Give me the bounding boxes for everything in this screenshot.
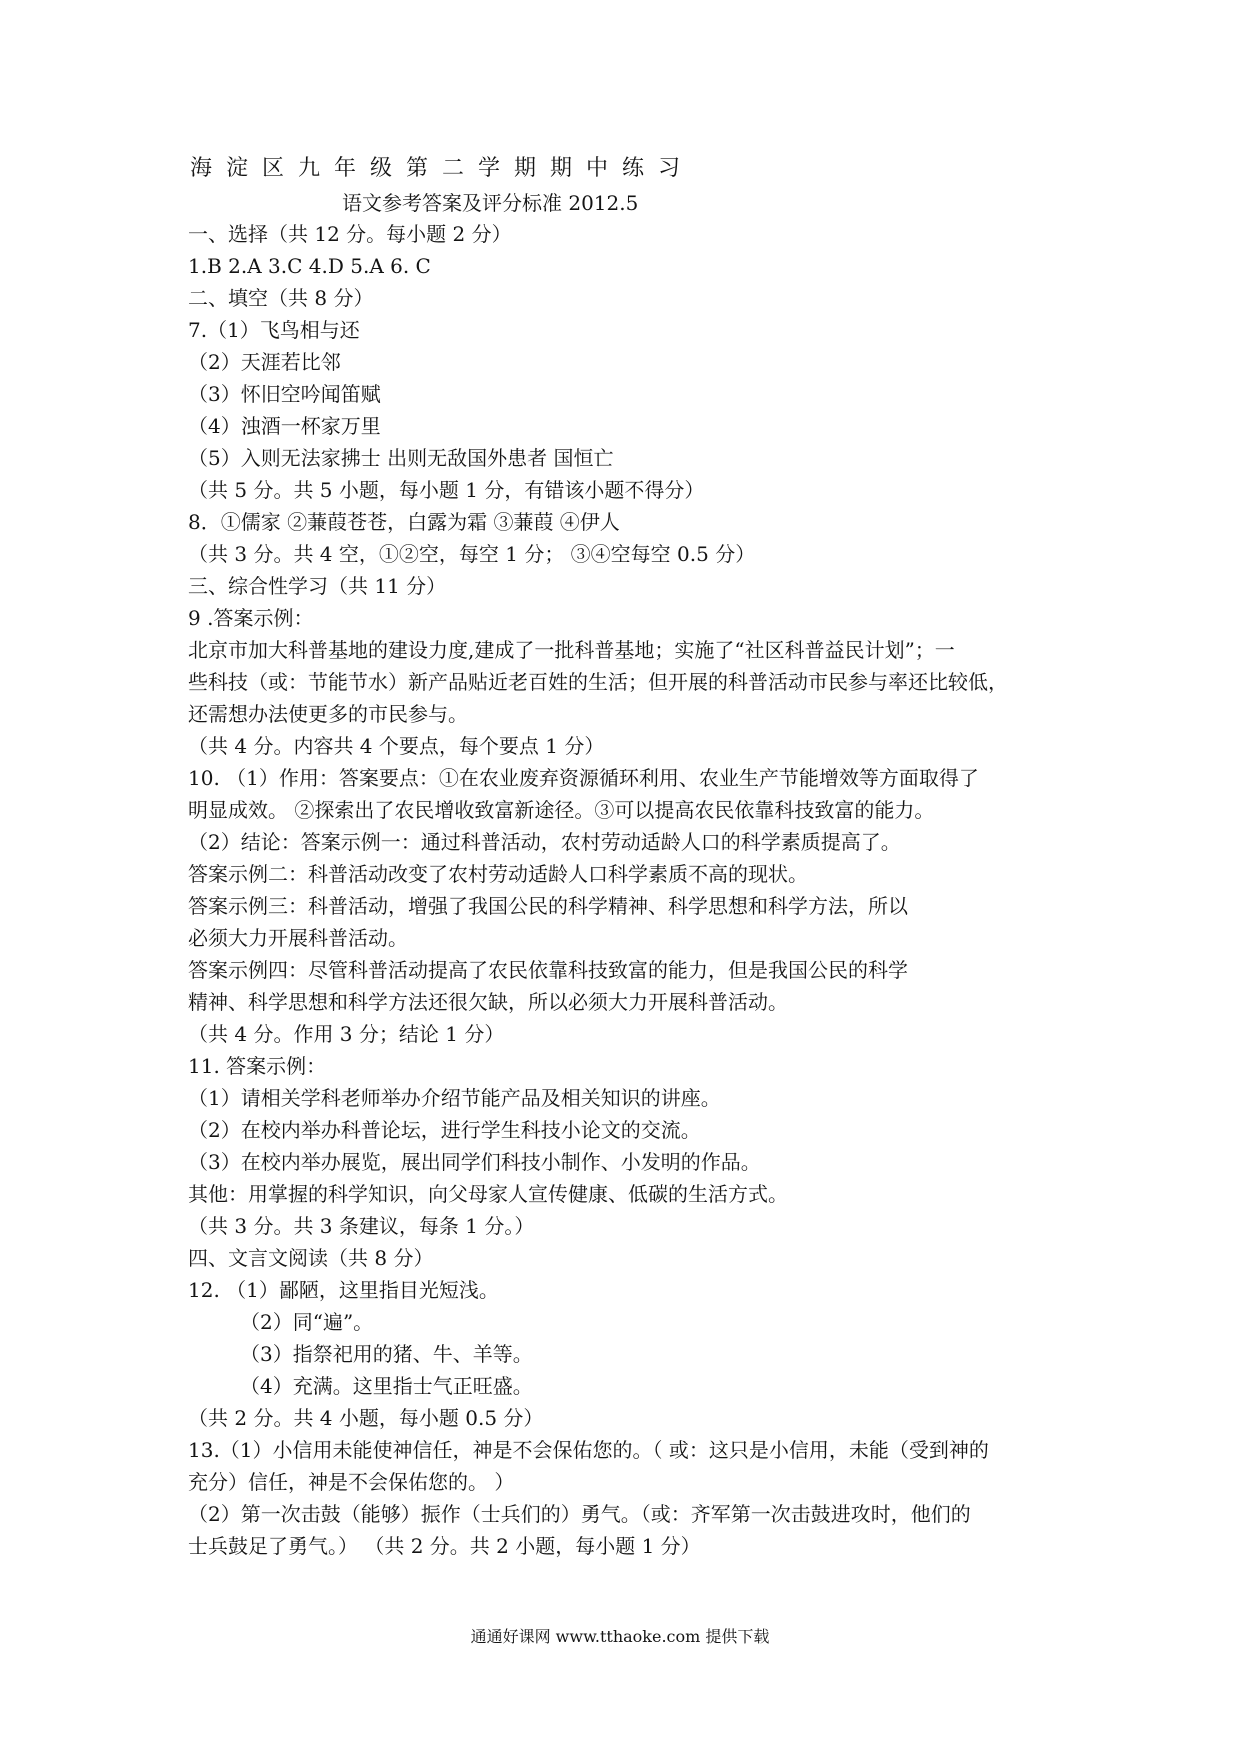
text-line: （4）浊酒一杯家万里 <box>188 414 381 438</box>
text-line: （1）请相关学科老师举办介绍节能产品及相关知识的讲座。 <box>188 1086 721 1110</box>
section-heading: 二、填空（共 8 分） <box>188 286 374 310</box>
text-line: 7.（1）飞鸟相与还 <box>188 318 360 342</box>
section-heading: 三、综合性学习（共 11 分） <box>188 574 447 598</box>
text-line: 其他：用掌握的科学知识，向父母家人宣传健康、低碳的生活方式。 <box>188 1182 788 1206</box>
scoring-note: （共 3 分。共 3 条建议，每条 1 分。） <box>188 1214 535 1238</box>
text-line: 必须大力开展科普活动。 <box>188 926 408 950</box>
page-title: 海淀区九年级第二学期期中练习 <box>190 156 695 181</box>
text-line: 13.（1）小信用未能使神信任，神是不会保佑您的。（ 或：这只是小信用，未能（受到神的 <box>188 1438 989 1462</box>
text-line: 些科技（或：节能节水）新产品贴近老百姓的生活；但开展的科普活动市民参与率还比较低， <box>188 670 1008 694</box>
scoring-note: （共 4 分。作用 3 分；结论 1 分） <box>188 1022 505 1046</box>
text-line: 明显成效。 ②探索出了农民增收致富新途径。③可以提高农民依靠科技致富的能力。 <box>188 798 935 822</box>
page-footer: 通通好课网 www.tthaoke.com 提供下载 <box>470 1627 770 1646</box>
section-heading: 一、选择（共 12 分。每小题 2 分） <box>188 222 512 246</box>
text-line: 充分）信任，神是不会保佑您的。 ） <box>188 1470 515 1494</box>
page-subtitle: 语文参考答案及评分标准 2012.5 <box>342 191 639 215</box>
text-line: 还需想办法使更多的市民参与。 <box>188 702 468 726</box>
scoring-note: （共 3 分。共 4 空，①②空，每空 1 分； ③④空每空 0.5 分） <box>188 542 756 566</box>
text-line: 答案示例四：尽管科普活动提高了农民依靠科技致富的能力，但是我国公民的科学 <box>188 958 908 982</box>
scoring-note: （共 2 分。共 4 小题，每小题 0.5 分） <box>188 1406 544 1430</box>
scoring-note: （共 5 分。共 5 小题，每小题 1 分，有错该小题不得分） <box>188 478 705 502</box>
scoring-note: （共 4 分。内容共 4 个要点，每个要点 1 分） <box>188 734 605 758</box>
text-line: （3）在校内举办展览，展出同学们科技小制作、小发明的作品。 <box>188 1150 761 1174</box>
text-line: （2）同“遍”。 <box>240 1310 374 1334</box>
text-line: 士兵鼓足了勇气。） （共 2 分。共 2 小题，每小题 1 分） <box>188 1534 701 1558</box>
text-line: （4）充满。这里指士气正旺盛。 <box>240 1374 533 1398</box>
text-line: 12. （1）鄙陋，这里指目光短浅。 <box>188 1278 499 1302</box>
answer-body <box>188 218 1060 1562</box>
text-line: 1.B 2.A 3.C 4.D 5.A 6. C <box>188 254 431 278</box>
text-line: （2）在校内举办科普论坛，进行学生科技小论文的交流。 <box>188 1118 701 1142</box>
text-line: 北京市加大科普基地的建设力度,建成了一批科普基地；实施了“社区科普益民计划”；一 <box>188 638 955 662</box>
text-line: 答案示例三：科普活动，增强了我国公民的科学精神、科学思想和科学方法，所以 <box>188 894 908 918</box>
text-line: 11. 答案示例： <box>188 1054 327 1078</box>
text-line: （2）天涯若比邻 <box>188 350 341 374</box>
text-line: （3）指祭祀用的猪、牛、羊等。 <box>240 1342 533 1366</box>
text-line: （2）第一次击鼓（能够）振作（士兵们的）勇气。（或：齐军第一次击鼓进攻时，他们的 <box>188 1502 971 1526</box>
text-line: 10. （1）作用：答案要点：①在农业废弃资源循环利用、农业生产节能增效等方面取得了 <box>188 766 979 790</box>
section-heading: 四、文言文阅读（共 8 分） <box>188 1246 434 1270</box>
text-line: 答案示例二：科普活动改变了农村劳动适龄人口科学素质不高的现状。 <box>188 862 808 886</box>
text-line: （2）结论：答案示例一：通过科普活动，农村劳动适龄人口的科学素质提高了。 <box>188 830 901 854</box>
text-line: （3）怀旧空吟闻笛赋 <box>188 382 381 406</box>
text-line: 8．①儒家 ②蒹葭苍苍，白露为霜 ③蒹葭 ④伊人 <box>188 510 620 534</box>
text-line: （5）入则无法家拂士 出则无敌国外患者 国恒亡 <box>188 446 614 470</box>
text-line: 精神、科学思想和科学方法还很欠缺，所以必须大力开展科普活动。 <box>188 990 788 1014</box>
text-line: 9 .答案示例： <box>188 606 314 630</box>
